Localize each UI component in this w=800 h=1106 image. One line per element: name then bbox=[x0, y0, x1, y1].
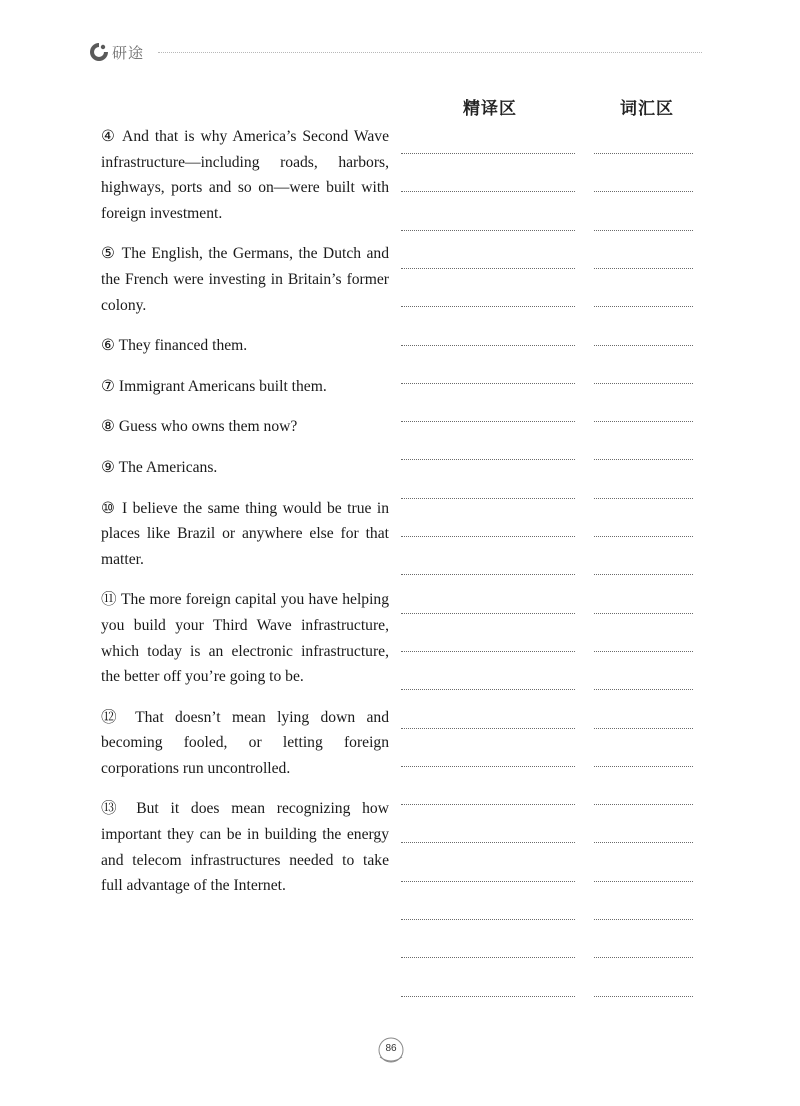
translation-line bbox=[401, 881, 575, 882]
vocabulary-line bbox=[594, 345, 693, 346]
vocabulary-line bbox=[594, 574, 693, 575]
translation-line bbox=[401, 459, 575, 460]
translation-line bbox=[401, 191, 575, 192]
translation-line bbox=[401, 536, 575, 537]
vocabulary-line bbox=[594, 191, 693, 192]
paragraph-6: ⑥ They financed them. bbox=[101, 337, 248, 355]
translation-line bbox=[401, 383, 575, 384]
vocabulary-line bbox=[594, 804, 693, 805]
translation-line bbox=[401, 306, 575, 307]
vocabulary-line bbox=[594, 306, 693, 307]
vocabulary-line bbox=[594, 881, 693, 882]
vocabulary-line bbox=[594, 536, 693, 537]
translation-line bbox=[401, 651, 575, 652]
vocabulary-line bbox=[594, 613, 693, 614]
vocabulary-line bbox=[594, 728, 693, 729]
paragraph-7: ⑦ Immigrant Americans built them. bbox=[101, 377, 327, 395]
page-number: 86 bbox=[385, 1043, 397, 1054]
vocabulary-line bbox=[594, 996, 693, 997]
translation-line bbox=[401, 268, 575, 269]
paragraph-9: ⑨ The Americans. bbox=[101, 458, 218, 476]
translation-line bbox=[401, 153, 575, 154]
translation-line bbox=[401, 421, 575, 422]
header-divider bbox=[158, 52, 702, 53]
paragraph-11: ⑪ The more foreign capital you have helping you build your Third Wave infrastructure, which today is an electronic infrastructure, the better off you’re going to be. bbox=[101, 591, 389, 686]
vocabulary-line bbox=[594, 230, 693, 231]
paragraph-4: ④ And that is why America’s Second Wave infrastructure—including roads, harbors, highways, ports and so on—were built with foreign investment. bbox=[101, 128, 389, 222]
vocabulary-line bbox=[594, 766, 693, 767]
translation-line bbox=[401, 574, 575, 575]
paragraph-12: ⑫ That doesn’t mean lying down and becoming fooled, or letting foreign corporations run uncontrolled. bbox=[101, 708, 389, 777]
vocabulary-line bbox=[594, 498, 693, 499]
translation-column-heading: 精译区 bbox=[463, 99, 517, 119]
vocabulary-line bbox=[594, 459, 693, 460]
translation-line bbox=[401, 957, 575, 958]
translation-line bbox=[401, 804, 575, 805]
translation-line bbox=[401, 919, 575, 920]
vocabulary-line bbox=[594, 957, 693, 958]
translation-line bbox=[401, 613, 575, 614]
paragraph-10: ⑩ I believe the same thing would be true in places like Brazil or anywhere else for that matter. bbox=[101, 499, 389, 568]
swirl-logo-icon bbox=[88, 41, 110, 63]
translation-line bbox=[401, 996, 575, 997]
translation-line bbox=[401, 728, 575, 729]
paragraph-13: ⑬ But it does mean recognizing how important they can be in building the energy and telecom infrastructures needed to take full advantage of the Internet. bbox=[101, 800, 389, 895]
translation-line bbox=[401, 230, 575, 231]
vocabulary-line bbox=[594, 421, 693, 422]
translation-line bbox=[401, 345, 575, 346]
vocabulary-line bbox=[594, 268, 693, 269]
header bbox=[88, 40, 144, 64]
passage-text bbox=[101, 124, 389, 914]
brand-name: 研途 bbox=[112, 43, 145, 62]
translation-line bbox=[401, 689, 575, 690]
vocabulary-line bbox=[594, 153, 693, 154]
translation-line bbox=[401, 766, 575, 767]
vocabulary-line bbox=[594, 689, 693, 690]
translation-line bbox=[401, 498, 575, 499]
vocabulary-line bbox=[594, 842, 693, 843]
vocabulary-line bbox=[594, 383, 693, 384]
vocabulary-column-heading: 词汇区 bbox=[620, 99, 674, 119]
translation-line bbox=[401, 842, 575, 843]
vocabulary-line bbox=[594, 651, 693, 652]
vocabulary-line bbox=[594, 919, 693, 920]
paragraph-8: ⑧ Guess who owns them now? bbox=[101, 418, 298, 436]
paragraph-5: ⑤ The English, the Germans, the Dutch and the French were investing in Britain’s former colony. bbox=[101, 245, 389, 314]
